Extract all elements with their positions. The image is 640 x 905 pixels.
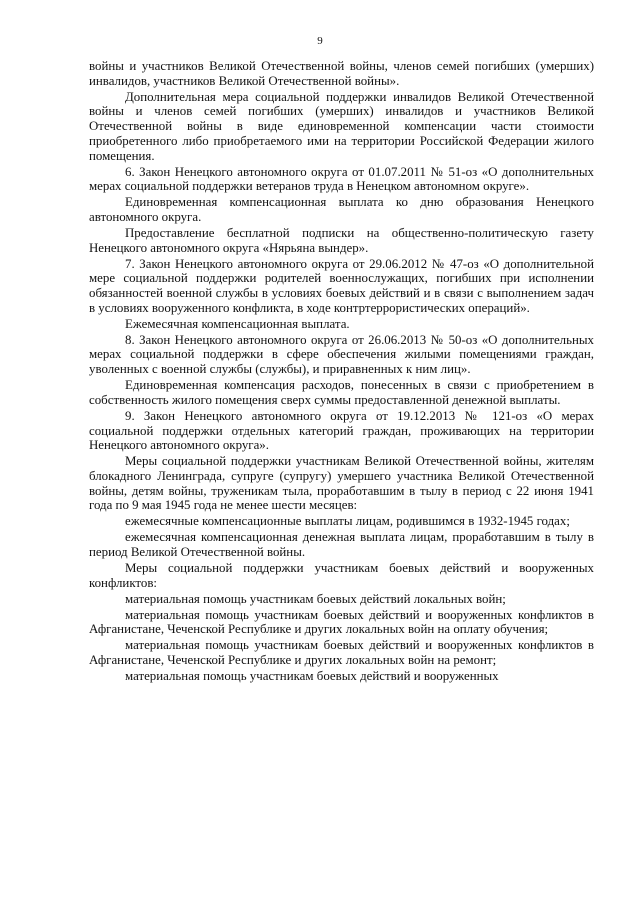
- paragraph: ежемесячная компенсационная денежная выплата лицам, проработавшим в тылу в период Великой Отечественной войны.: [89, 530, 594, 560]
- paragraph: ежемесячные компенсационные выплаты лицам, родившимся в 1932-1945 годах;: [125, 514, 570, 529]
- paragraph: материальная помощь участникам боевых действий и вооруженных конфликтов в Афганистане, Чеченской Республике и других локальных войн на ремонт;: [89, 638, 594, 668]
- paragraph: Дополнительная мера социальной поддержки инвалидов Великой Отечественной войны и членов семей погибших (умерших) инвалидов и участников Великой Отечественной войны в виде единовременной компенсации части стоимости приобретенного либо приобретаемого ими на территории Российской Федерации жилого помещения.: [89, 89, 594, 163]
- paragraph: 9. Закон Ненецкого автономного округа от 19.12.2013 № 121-оз «О мерах социальной поддержки отдельных категорий граждан, проживающих на территории Ненецкого автономного округа».: [89, 408, 594, 453]
- paragraph: Меры социальной поддержки участникам боевых действий и вооруженных конфликтов:: [89, 561, 594, 590]
- paragraph: Ежемесячная компенсационная выплата.: [125, 316, 350, 331]
- paragraph: войны и участников Великой Отечественной войны, членов семей погибших (умерших) инвалидов, участников Великой Отечественной войны».: [89, 59, 594, 88]
- paragraph: материальная помощь участникам боевых действий локальных войн;: [125, 591, 506, 606]
- paragraph: 6. Закон Ненецкого автономного округа от 01.07.2011 № 51-оз «О дополнительных мерах социальной поддержки ветеранов труда в Ненецком автономном округе».: [89, 164, 594, 194]
- paragraph: Единовременная компенсационная выплата ко дню образования Ненецкого автономного округа.: [89, 195, 594, 224]
- paragraph: материальная помощь участникам боевых действий и вооруженных: [125, 669, 499, 684]
- page-number: 9: [317, 35, 323, 47]
- paragraph: материальная помощь участникам боевых действий и вооруженных конфликтов в Афганистане, Чеченской Республике и других локальных войн на оплату обучения;: [89, 607, 594, 637]
- paragraph: Меры социальной поддержки участникам Великой Отечественной войны, жителям блокадного Ленинграда, супруге (супругу) умершего участника Великой Отечественной войны, детям войны, труженикам тыла, проработавшим в тылу в период с 22 июня 1941 года по 9 мая 1945 года не менее шести месяцев:: [89, 454, 594, 513]
- paragraph: 7. Закон Ненецкого автономного округа от 29.06.2012 № 47-оз «О дополнительной мере социальной поддержки родителей военнослужащих, погибших при исполнении обязанностей военной службы в условиях боевых действий и в связи с выполнением задач в условиях вооруженного конфликта, в ходе контртеррористических операций».: [89, 256, 594, 315]
- paragraph: 8. Закон Ненецкого автономного округа от 26.06.2013 № 50-оз «О дополнительных мерах социальной поддержки в сфере обеспечения жилыми помещениями граждан, уволенных с военной службы (службы), и приравненных к ним лиц».: [89, 332, 594, 377]
- paragraph: Единовременная компенсация расходов, понесенных в связи с приобретением в собственность жилого помещения сверх суммы предоставленной денежной выплаты.: [89, 378, 594, 407]
- document-body: [89, 59, 594, 685]
- paragraph: Предоставление бесплатной подписки на общественно-политическую газету Ненецкого автономного округа «Нярьяна вындер».: [89, 225, 594, 255]
